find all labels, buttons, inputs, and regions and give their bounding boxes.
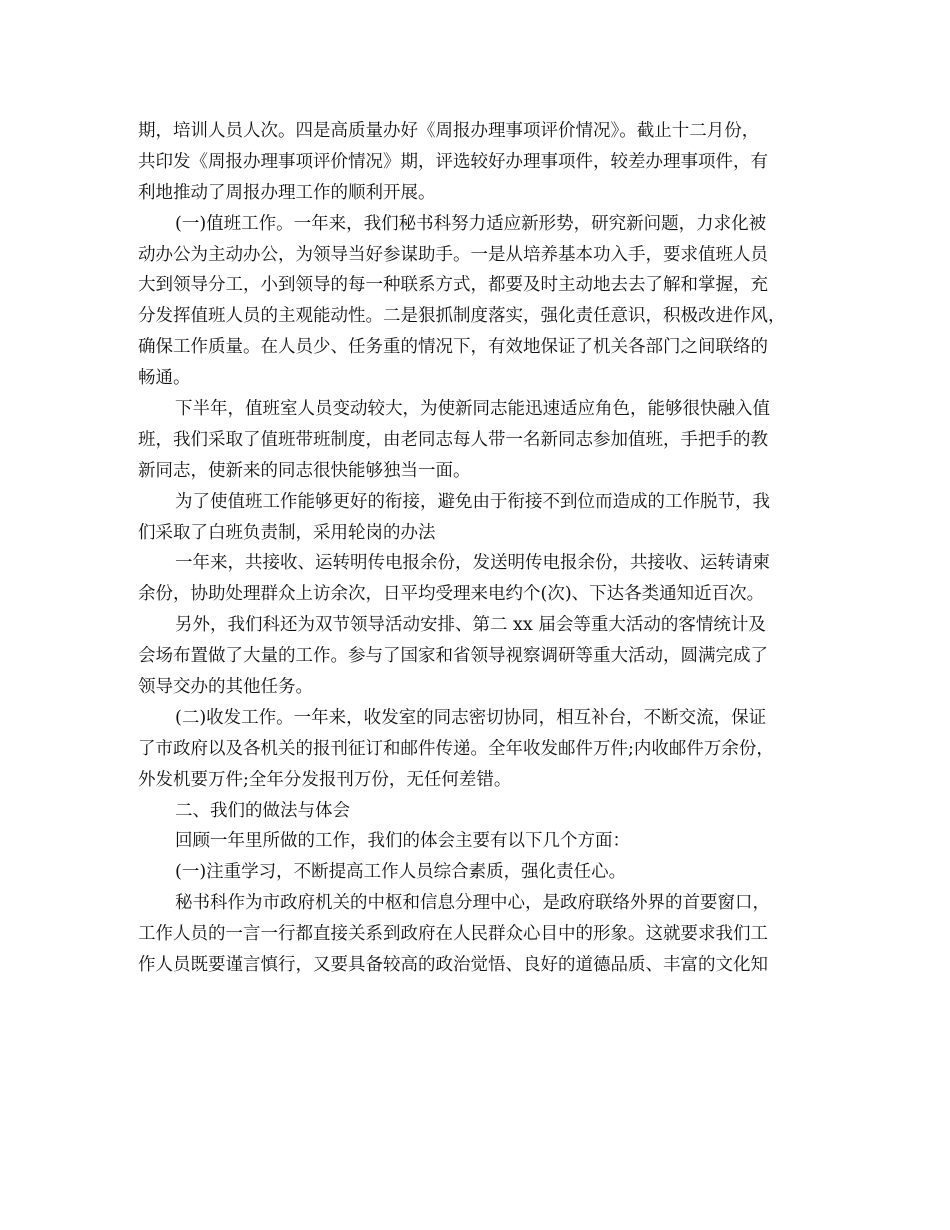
text-line: 了市政府以及各机关的报刊征订和邮件传递。全年收发邮件万件;内收邮件万余份， (138, 738, 774, 759)
document-body (138, 116, 826, 981)
text-line: 会场布置做了大量的工作。参与了国家和省领导视察调研等重大活动，圆满完成了 (138, 646, 768, 667)
paragraph-start-line: (二)收发工作。一年来，收发室的同志密切协同，相互补台，不断交流，保证 (175, 707, 767, 728)
text-line: 确保工作质量。在人员少、任务重的情况下，有效地保证了机关各部门之间联络的 (138, 337, 768, 358)
text-line: 新同志，使新来的同志很快能够独当一面。 (138, 460, 471, 481)
text-line: 们采取了白班负责制，采用轮岗的办法 (138, 522, 436, 543)
paragraph-start-line: (一)值班工作。一年来，我们秘书科努力适应新形势，研究新问题，力求化被 (175, 213, 767, 234)
text-line: 畅通。 (138, 368, 191, 389)
text-line: 分发挥值班人员的主观能动性。二是狠抓制度落实，强化责任意识，积极改进作风， (138, 306, 786, 327)
text-line: 工作人员的一言一行都直接关系到政府在人民群众心目中的形象。这就要求我们工 (138, 924, 768, 945)
text-line: 动办公为主动办公，为领导当好参谋助手。一是从培养基本功入手，要求值班人员 (138, 244, 768, 265)
text-line: 余份，协助处理群众上访余次，日平均受理来电约个(次)、下达各类通知近百次。 (138, 584, 765, 605)
text-line: 共印发《周报办理事项评价情况》期，评选较好办理事项件，较差办理事项件，有 (138, 151, 768, 172)
paragraph-start-line: 为了使值班工作能够更好的衔接，避免由于衔接不到位而造成的工作脱节，我 (175, 491, 770, 512)
section-heading: 二、我们的做法与体会 (175, 800, 350, 821)
text-line: 作人员既要谨言慎行，又要具备较高的政治觉悟、良好的道德品质、丰富的文化知 (138, 955, 768, 976)
paragraph-start-line: 另外，我们科还为双节领导活动安排、第二 xx 届会等重大活动的客情统计及 (175, 615, 766, 636)
paragraph-start-line: 秘书科作为市政府机关的中枢和信息分理中心，是政府联络外界的首要窗口， (175, 893, 770, 914)
text-line: 期，培训人员人次。四是高质量办好《周报办理事项评价情况》。截止十二月份， (138, 121, 760, 141)
paragraph-start-line: 一年来，共接收、运转明传电报余份，发送明传电报余份，共接收、运转请柬 (175, 553, 770, 574)
text-line: 大到领导分工，小到领导的每一种联系方式，都要及时主动地去去了解和掌握，充 (138, 275, 768, 296)
text-line: 班，我们采取了值班带班制度，由老同志每人带一名新同志参加值班，手把手的教 (138, 429, 768, 450)
subsection-heading: (一)注重学习，不断提高工作人员综合素质，强化责任心。 (175, 862, 627, 883)
text-line: 利地推动了周报办理工作的顺利开展。 (138, 182, 436, 203)
paragraph-start-line: 回顾一年里所做的工作，我们的体会主要有以下几个方面： (175, 831, 630, 852)
paragraph-start-line: 下半年，值班室人员变动较大，为使新同志能迅速适应角色，能够很快融入值 (175, 399, 770, 420)
text-line: 领导交办的其他任务。 (138, 677, 313, 698)
text-line: 外发机要万件;全年分发报刊万份，无任何差错。 (138, 769, 512, 790)
